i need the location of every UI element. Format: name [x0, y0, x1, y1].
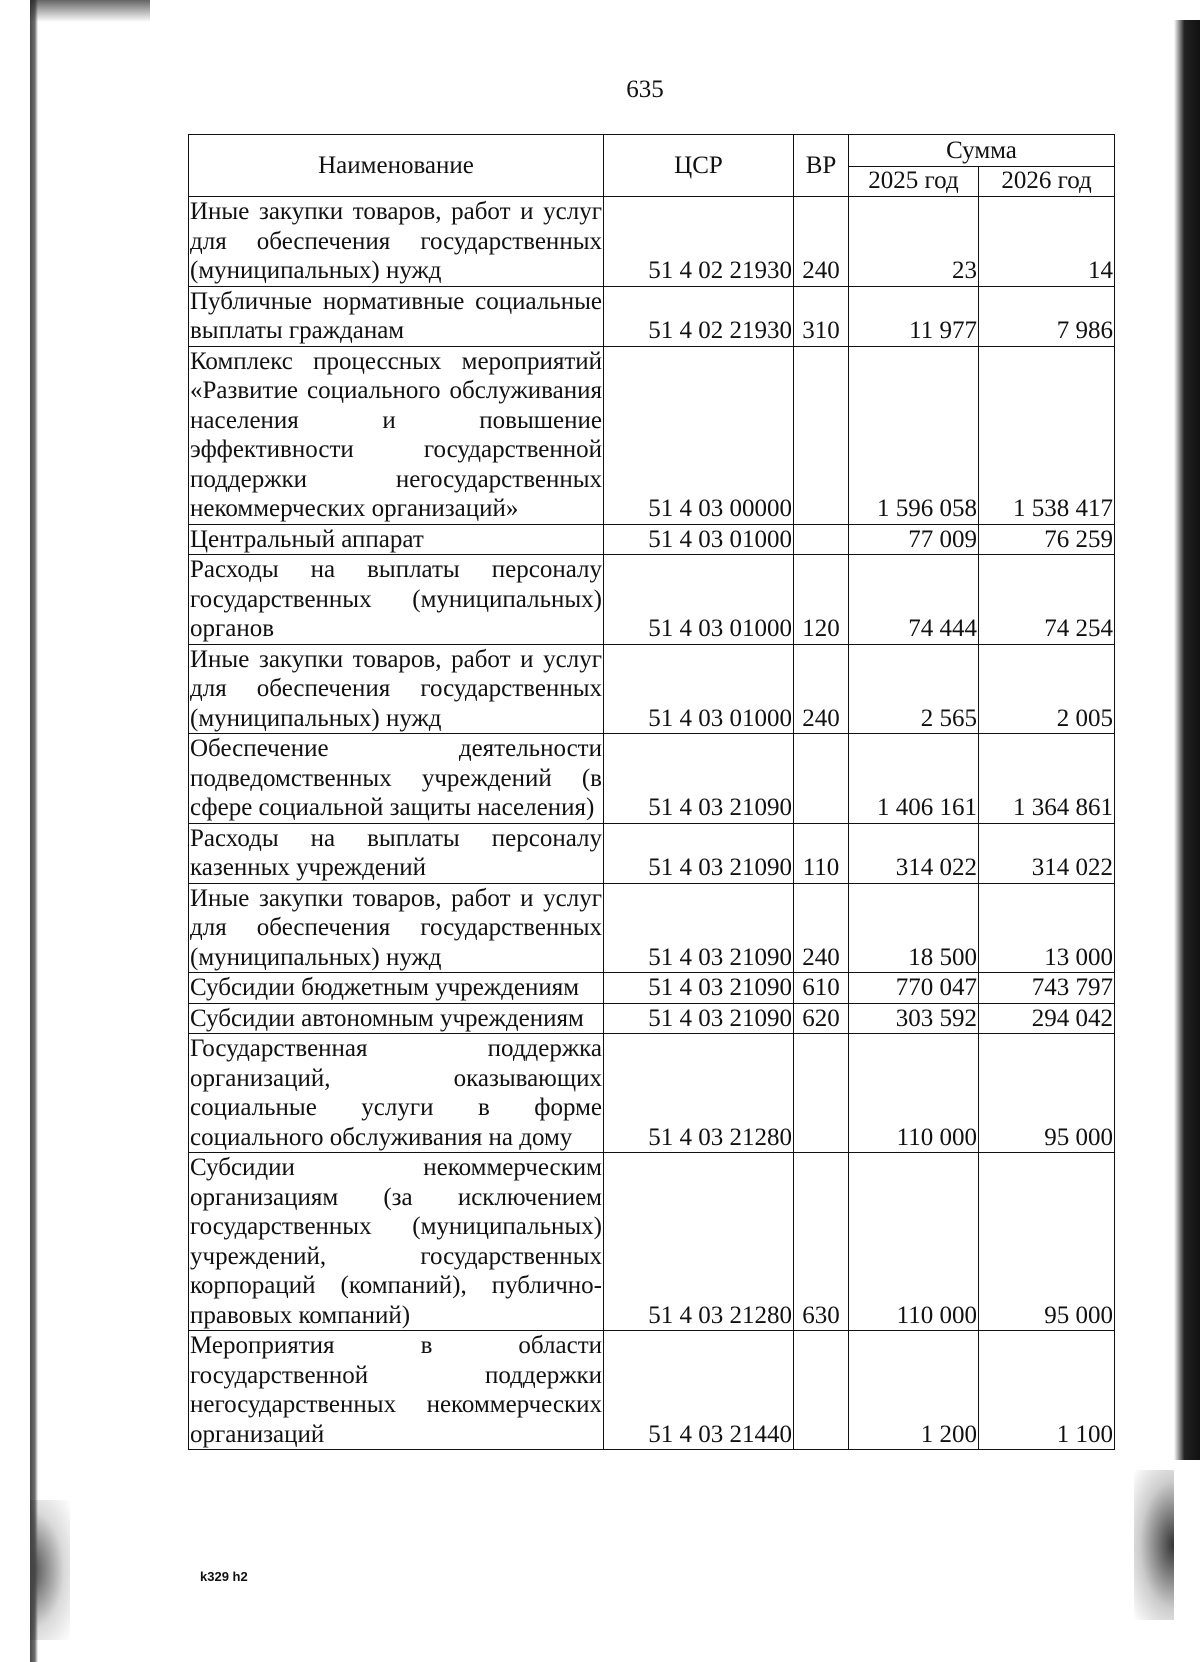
row-sum-2026: 74 254 [979, 555, 1115, 645]
row-sum-2025: 18 500 [849, 883, 979, 973]
row-name: Субсидии автономным учреждениям [189, 1003, 604, 1034]
table-row [189, 555, 1115, 645]
scan-edge-left-top [30, 0, 150, 22]
row-name: Расходы на выплаты персоналу государственных (муниципальных) органов [190, 556, 602, 642]
header-year-2026: 2026 год [979, 166, 1115, 196]
row-name: Иные закупки товаров, работ и услуг для обеспечения государственных (муниципальных) нужд [190, 645, 602, 732]
row-sum-2026: 1 364 861 [979, 734, 1115, 824]
row-sum-2026: 95 000 [979, 1034, 1115, 1153]
row-vr: 110 [794, 823, 849, 883]
header-csr: ЦСР [604, 135, 794, 197]
row-name: Обеспечение деятельности подведомственных учреждений (в сфере социальной защиты населения) [190, 735, 602, 821]
row-sum-2026: 7 986 [979, 286, 1115, 346]
row-sum-2026: 743 797 [979, 973, 1115, 1004]
row-csr: 51 4 03 01000 [604, 524, 794, 555]
row-sum-2025: 303 592 [849, 1003, 979, 1034]
scan-edge-left [30, 0, 38, 1662]
row-vr [794, 734, 849, 824]
row-name: Центральный аппарат [189, 524, 604, 555]
row-csr: 51 4 03 01000 [604, 644, 794, 734]
row-sum-2026: 13 000 [979, 883, 1115, 973]
row-csr: 51 4 03 21090 [604, 1003, 794, 1034]
scan-edge-right-bottom [1134, 1470, 1174, 1620]
page-number: 635 [626, 76, 664, 103]
row-csr: 51 4 03 21280 [604, 1034, 794, 1153]
table-row [189, 1153, 1115, 1331]
row-sum-2026: 294 042 [979, 1003, 1115, 1034]
row-vr [794, 346, 849, 524]
row-csr: 51 4 03 21090 [604, 973, 794, 1004]
scan-edge-right [1174, 20, 1200, 1460]
row-vr: 240 [794, 883, 849, 973]
footer-code: k329 h2 [200, 1569, 248, 1584]
table-row [189, 197, 1115, 287]
row-sum-2025: 74 444 [849, 555, 979, 645]
row-name: Субсидии бюджетным учреждениям [189, 973, 604, 1004]
row-name: Иные закупки товаров, работ и услуг для обеспечения государственных (муниципальных) нужд [190, 198, 602, 284]
table-row [189, 973, 1115, 1004]
row-sum-2026: 95 000 [979, 1153, 1115, 1331]
header-row-top [189, 135, 1115, 167]
row-name: Комплекс процессных мероприятий «Развитие социального обслуживания населения и повышение эффективности государственной поддержки негосударственных некоммерческих организаций» [190, 347, 602, 522]
header-sum: Сумма [849, 135, 1115, 167]
row-csr: 51 4 03 21090 [604, 734, 794, 824]
row-name: Мероприятия в области государственной поддержки негосударственных некоммерческих организаций [190, 1332, 602, 1448]
header-year-2025: 2025 год [849, 166, 979, 196]
row-vr: 120 [794, 555, 849, 645]
row-sum-2025: 1 406 161 [849, 734, 979, 824]
row-vr [794, 524, 849, 555]
row-vr [794, 1034, 849, 1153]
table-row [189, 286, 1115, 346]
table-row [189, 524, 1115, 555]
table-row [189, 1034, 1115, 1153]
row-vr: 610 [794, 973, 849, 1004]
row-name: Расходы на выплаты персоналу казенных учреждений [190, 824, 602, 881]
row-sum-2025: 1 596 058 [849, 346, 979, 524]
row-sum-2025: 77 009 [849, 524, 979, 555]
header-vr: ВР [794, 135, 849, 197]
row-vr: 630 [794, 1153, 849, 1331]
table-row [189, 1003, 1115, 1034]
table-row [189, 823, 1115, 883]
row-sum-2025: 770 047 [849, 973, 979, 1004]
row-sum-2025: 23 [849, 197, 979, 287]
row-sum-2026: 76 259 [979, 524, 1115, 555]
table-row [189, 1331, 1115, 1450]
row-vr: 240 [794, 644, 849, 734]
row-csr: 51 4 03 21090 [604, 823, 794, 883]
table-row [189, 346, 1115, 524]
row-csr: 51 4 02 21930 [604, 197, 794, 287]
row-sum-2026: 2 005 [979, 644, 1115, 734]
row-name: Публичные нормативные социальные выплаты гражданам [190, 287, 602, 344]
budget-table [188, 134, 1115, 1450]
row-csr: 51 4 03 00000 [604, 346, 794, 524]
table-row [189, 644, 1115, 734]
row-name: Субсидии некоммерческим организациям (за исключением государственных (муниципальных) учреждений, государственных корпораций (компаний), публично-правовых компаний) [190, 1154, 602, 1329]
table-row [189, 734, 1115, 824]
row-vr: 310 [794, 286, 849, 346]
row-name: Государственная поддержка организаций, оказывающих социальные услуги в форме социального обслуживания на дому [190, 1035, 602, 1151]
row-csr: 51 4 02 21930 [604, 286, 794, 346]
row-sum-2025: 110 000 [849, 1034, 979, 1153]
row-csr: 51 4 03 01000 [604, 555, 794, 645]
table-header [189, 135, 1115, 197]
row-sum-2026: 1 538 417 [979, 346, 1115, 524]
row-csr: 51 4 03 21090 [604, 883, 794, 973]
row-sum-2025: 314 022 [849, 823, 979, 883]
row-vr: 240 [794, 197, 849, 287]
row-csr: 51 4 03 21280 [604, 1153, 794, 1331]
row-sum-2026: 314 022 [979, 823, 1115, 883]
scan-edge-left-bottom [30, 1500, 70, 1640]
header-name: Наименование [189, 135, 604, 197]
row-sum-2026: 1 100 [979, 1331, 1115, 1450]
row-sum-2026: 14 [979, 197, 1115, 287]
row-sum-2025: 2 565 [849, 644, 979, 734]
row-csr: 51 4 03 21440 [604, 1331, 794, 1450]
row-sum-2025: 1 200 [849, 1331, 979, 1450]
row-sum-2025: 110 000 [849, 1153, 979, 1331]
row-sum-2025: 11 977 [849, 286, 979, 346]
row-vr: 620 [794, 1003, 849, 1034]
row-vr [794, 1331, 849, 1450]
row-name: Иные закупки товаров, работ и услуг для обеспечения государственных (муниципальных) нужд [190, 884, 602, 971]
table-body [189, 197, 1115, 1450]
table-row [189, 883, 1115, 973]
